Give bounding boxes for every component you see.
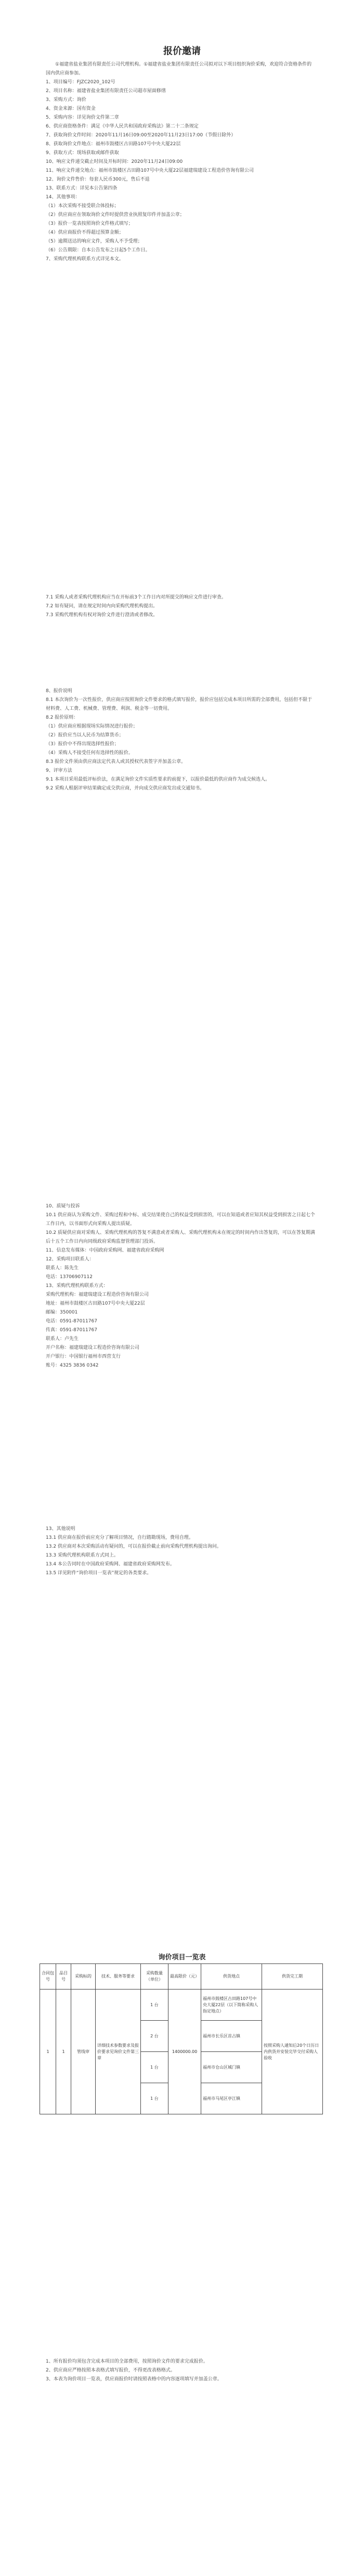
section-line: （2）供应商应在领取询价文件时提供营业执照复印件并加盖公章； (46, 212, 185, 218)
section-line: 13、其他说明 (46, 1526, 75, 1532)
header-period: 供货完工期 (262, 1964, 323, 1990)
section-line: 3、采购方式：询价 (46, 97, 86, 103)
header-location: 供货地点 (201, 1964, 262, 1990)
section-line: （4）供应商报价不得超过预算金额； (46, 230, 124, 235)
cell-price: 1400000.00 (168, 1990, 201, 2114)
section-line: 账号：4325 3836 0342 (46, 1363, 99, 1368)
section-line: 13.1 供应商在报价前应充分了解项目情况，自行踏勘现场，费用自理。 (46, 1535, 193, 1540)
section-line: 联系人：陈先生 (46, 1266, 79, 1271)
quote-table (40, 1963, 323, 2114)
section-line: 联系人：卢先生 (46, 1336, 79, 1342)
section-line: 8.1 本次询价为一次性报价，供应商应按照询价文件要求的格式填写报价，报价应包括完成本项目所需的全部费用，包括但不限于材料费、人工费、机械费、管理费、利润、税金等一切费用。 (46, 697, 313, 711)
cell-package: 1 (40, 1990, 56, 2114)
section-line: （1）本次采购不接受联合体投标； (46, 203, 119, 209)
section-line: 10、响应文件递交截止时间及开标时间：2020年11月24日09:00 (46, 159, 183, 164)
section-line: 11、响应文件递交地点：福州市鼓楼区古田路107号中央大厦22层福建瑞建设工程造价咨询有限公司 (46, 168, 254, 173)
header-item: 品目号 (56, 1964, 71, 1990)
section-line: 电话：13706907112 (46, 1274, 93, 1280)
section-line: 7.2 如有疑问，请在规定时间内向采购代理机构提出。 (46, 604, 158, 609)
page-title: 报价邀请 (163, 46, 201, 57)
cell-location-3: 福州市仓山区城门镇 (201, 2052, 262, 2083)
section-line: 13.4 本公告同时在中国政府采购网、福建省政府采购网发布。 (46, 1562, 175, 1567)
cell-quantity-3: 1 台 (141, 2052, 168, 2083)
section-line: 13、联系方式：详见本公告第四条 (46, 186, 118, 191)
notice-sections (46, 687, 316, 793)
table-title: 询价项目一览表 (158, 1954, 206, 1961)
cell-requirements: 详细技术参数要求及报价要求见询价文件第三章 (96, 1990, 141, 2114)
section-line: 12、询价文件售价：每套人民币300元，售后不退 (46, 177, 150, 182)
section-line: 地址：福州市鼓楼区古田路107号中央大厦22层 (46, 1301, 145, 1306)
section-line: 电话：0591-87011767 (46, 1319, 97, 1324)
section-line: 10、质疑与投诉 (46, 1204, 80, 1209)
bottom-sections (46, 1525, 316, 1578)
section-line: 13、采购代理机构联系方式： (46, 1283, 108, 1289)
header-target: 采购标的 (71, 1964, 96, 1990)
section-line: 8.3 报价文件须由供应商法定代表人或其授权代表签字并加盖公章。 (46, 759, 186, 764)
section-line: （5）逾期送达的响应文件，采购人不予受理； (46, 239, 142, 244)
section-line: 2、项目名称：福建省盐业集团有限责任公司超市屋面修缮 (46, 88, 166, 94)
top-sections (46, 78, 316, 264)
header-quantity: 采购数量（单位） (141, 1964, 168, 1990)
section-line: （1）供应商应根据现场实际情况进行报价； (46, 724, 138, 729)
table-row (40, 1990, 323, 2021)
intro-paragraph: ①福建省盐业集团有限责任公司代理机构。①福建省盐业集团有限责任公司拟对以下项目组织询价采购，欢迎符合资格条件的国内供应商参加。 (46, 62, 312, 76)
section-line: （6）公告期限：自本公告发布之日起5个工作日。 (46, 248, 150, 253)
section-line: 传真：0591-87011767 (46, 1328, 97, 1333)
section-line: 8、获取询价文件地点：福州市鼓楼区古田路107号中央大厦22层 (46, 142, 181, 147)
section-line: 9.2 采购人根据评审结果确定成交供应商，并向成交供应商发出成交通知书。 (46, 786, 205, 791)
section-line: （3）报价中不得出现选择性报价； (46, 742, 119, 747)
cell-location-1: 福州市鼓楼区古田路107号中央大厦22层（以下简称采购人指定地点） (201, 1990, 262, 2021)
table-header-row (40, 1964, 323, 1990)
cell-quantity-4: 1 台 (141, 2083, 168, 2114)
footer-line: 1、所有报价均须包含完成本项目的全部费用，按照询价文件的要求完成报价。 (46, 2359, 208, 2364)
section-line: 开户名称：福建瑞建设工程造价咨询有限公司 (46, 1345, 140, 1350)
cell-location-4: 福州市马尾区亭江镇 (201, 2083, 262, 2114)
cell-period: 按照采购人通知后20个日历日内供货并安装完毕交付采购人验收 (262, 1990, 323, 2114)
section-line: （4）采购人不接受任何有选择性的报价。 (46, 750, 133, 756)
footer-line: 3、本表为询价项目一览表，供应商报价时请按照表格中的内容逐项填写并加盖公章。 (46, 2377, 222, 2382)
section-line: 4、资金来源：国有资金 (46, 106, 96, 111)
cell-location-2: 福州市长乐区首占镇 (201, 2021, 262, 2052)
section-line: 13.2 供应商对本次采购活动有疑问的，可以在报价截止前向采购代理机构提出询问。 (46, 1544, 222, 1549)
footer-line: 2、供应商应严格按照本表格式填写报价，不得更改表格格式。 (46, 2368, 175, 2373)
section-line: 8.2 报价原则： (46, 715, 79, 720)
cell-item: 1 (56, 1990, 71, 2114)
footer-notes (46, 2357, 316, 2384)
section-line: 7、获取询价文件时间：2020年11月16日09:00至2020年11月23日17:00（节假日除外） (46, 133, 236, 138)
section-line: 9、评审方法 (46, 768, 72, 773)
section-line: 邮编：350001 (46, 1310, 78, 1315)
section-line: 11、信息发布媒体：中国政府采购网、福建省政府采购网 (46, 1248, 164, 1253)
section-line: 9.1 本项目采用最低评标价法，在满足询价文件实质性要求的前提下，以报价最低的供应商作为成交候选人。 (46, 777, 270, 782)
section-line: 开户银行：中国银行福州市西营支行 (46, 1354, 121, 1359)
section-line: 13.3 采购代理机构联系方式同上。 (46, 1553, 119, 1558)
section-line: 14、其他事项： (46, 195, 80, 200)
section-line: （2）报价应当以人民币为结算货币； (46, 733, 124, 738)
section-line: 8、报价说明 (46, 688, 72, 694)
section-line: 6、供应商资格条件：满足《中华人民共和国政府采购法》第二十二条规定 (46, 124, 199, 129)
section-line: 10.1 供应商认为采购文件、采购过程和中标、成交结果使自己的权益受到损害的，可以在知道或者应知其权益受到损害之日起七个工作日内，以书面形式向采购人提出质疑。 (46, 1213, 315, 1227)
section-line: 12、采购项目联系人： (46, 1257, 94, 1262)
cell-quantity-1: 1 台 (141, 1990, 168, 2021)
section-line: 9、获取方式：现场获取或邮件获取 (46, 150, 119, 156)
section-line: 5、采购内容：详见询价文件第二章 (46, 115, 119, 120)
section-line: 7、采购代理机构联系方式详见本文。 (46, 257, 124, 262)
cell-quantity-2: 2 台 (141, 2021, 168, 2052)
section-line: 采购代理机构：福建瑞建设工程造价咨询有限公司 (46, 1292, 149, 1297)
section-line: 7.3 采购代理机构有权对询价文件进行澄清或者修改。 (46, 613, 158, 618)
section-line: 7.1 采购人或者采购代理机构应当在开标前3个工作日内对所提交的响应文件进行审查。 (46, 595, 226, 600)
header-package: 合同包号 (40, 1964, 56, 1990)
cell-target: 管线审 (71, 1990, 96, 2114)
section-line: 10.2 质疑供应商对采购人、采购代理机构的答复不满意或者采购人、采购代理机构未在规定的时间内作出答复的，可以在答复期满后十五个工作日内向同级政府采购监督管理部门投诉。 (46, 1230, 315, 1244)
section-line: （3）报价一览表按照询价文件格式填写； (46, 221, 133, 226)
middle-sections (46, 593, 316, 620)
section-line: 13.5 详见附件“询价项目一览表”规定的各类要求。 (46, 1571, 152, 1576)
lower-sections (46, 1202, 316, 1370)
header-requirements: 技术、服务等要求 (96, 1964, 141, 1990)
header-price: 最高限价（元） (168, 1964, 201, 1990)
section-line: 1、项目编号：FJZC2020_102号 (46, 80, 115, 85)
